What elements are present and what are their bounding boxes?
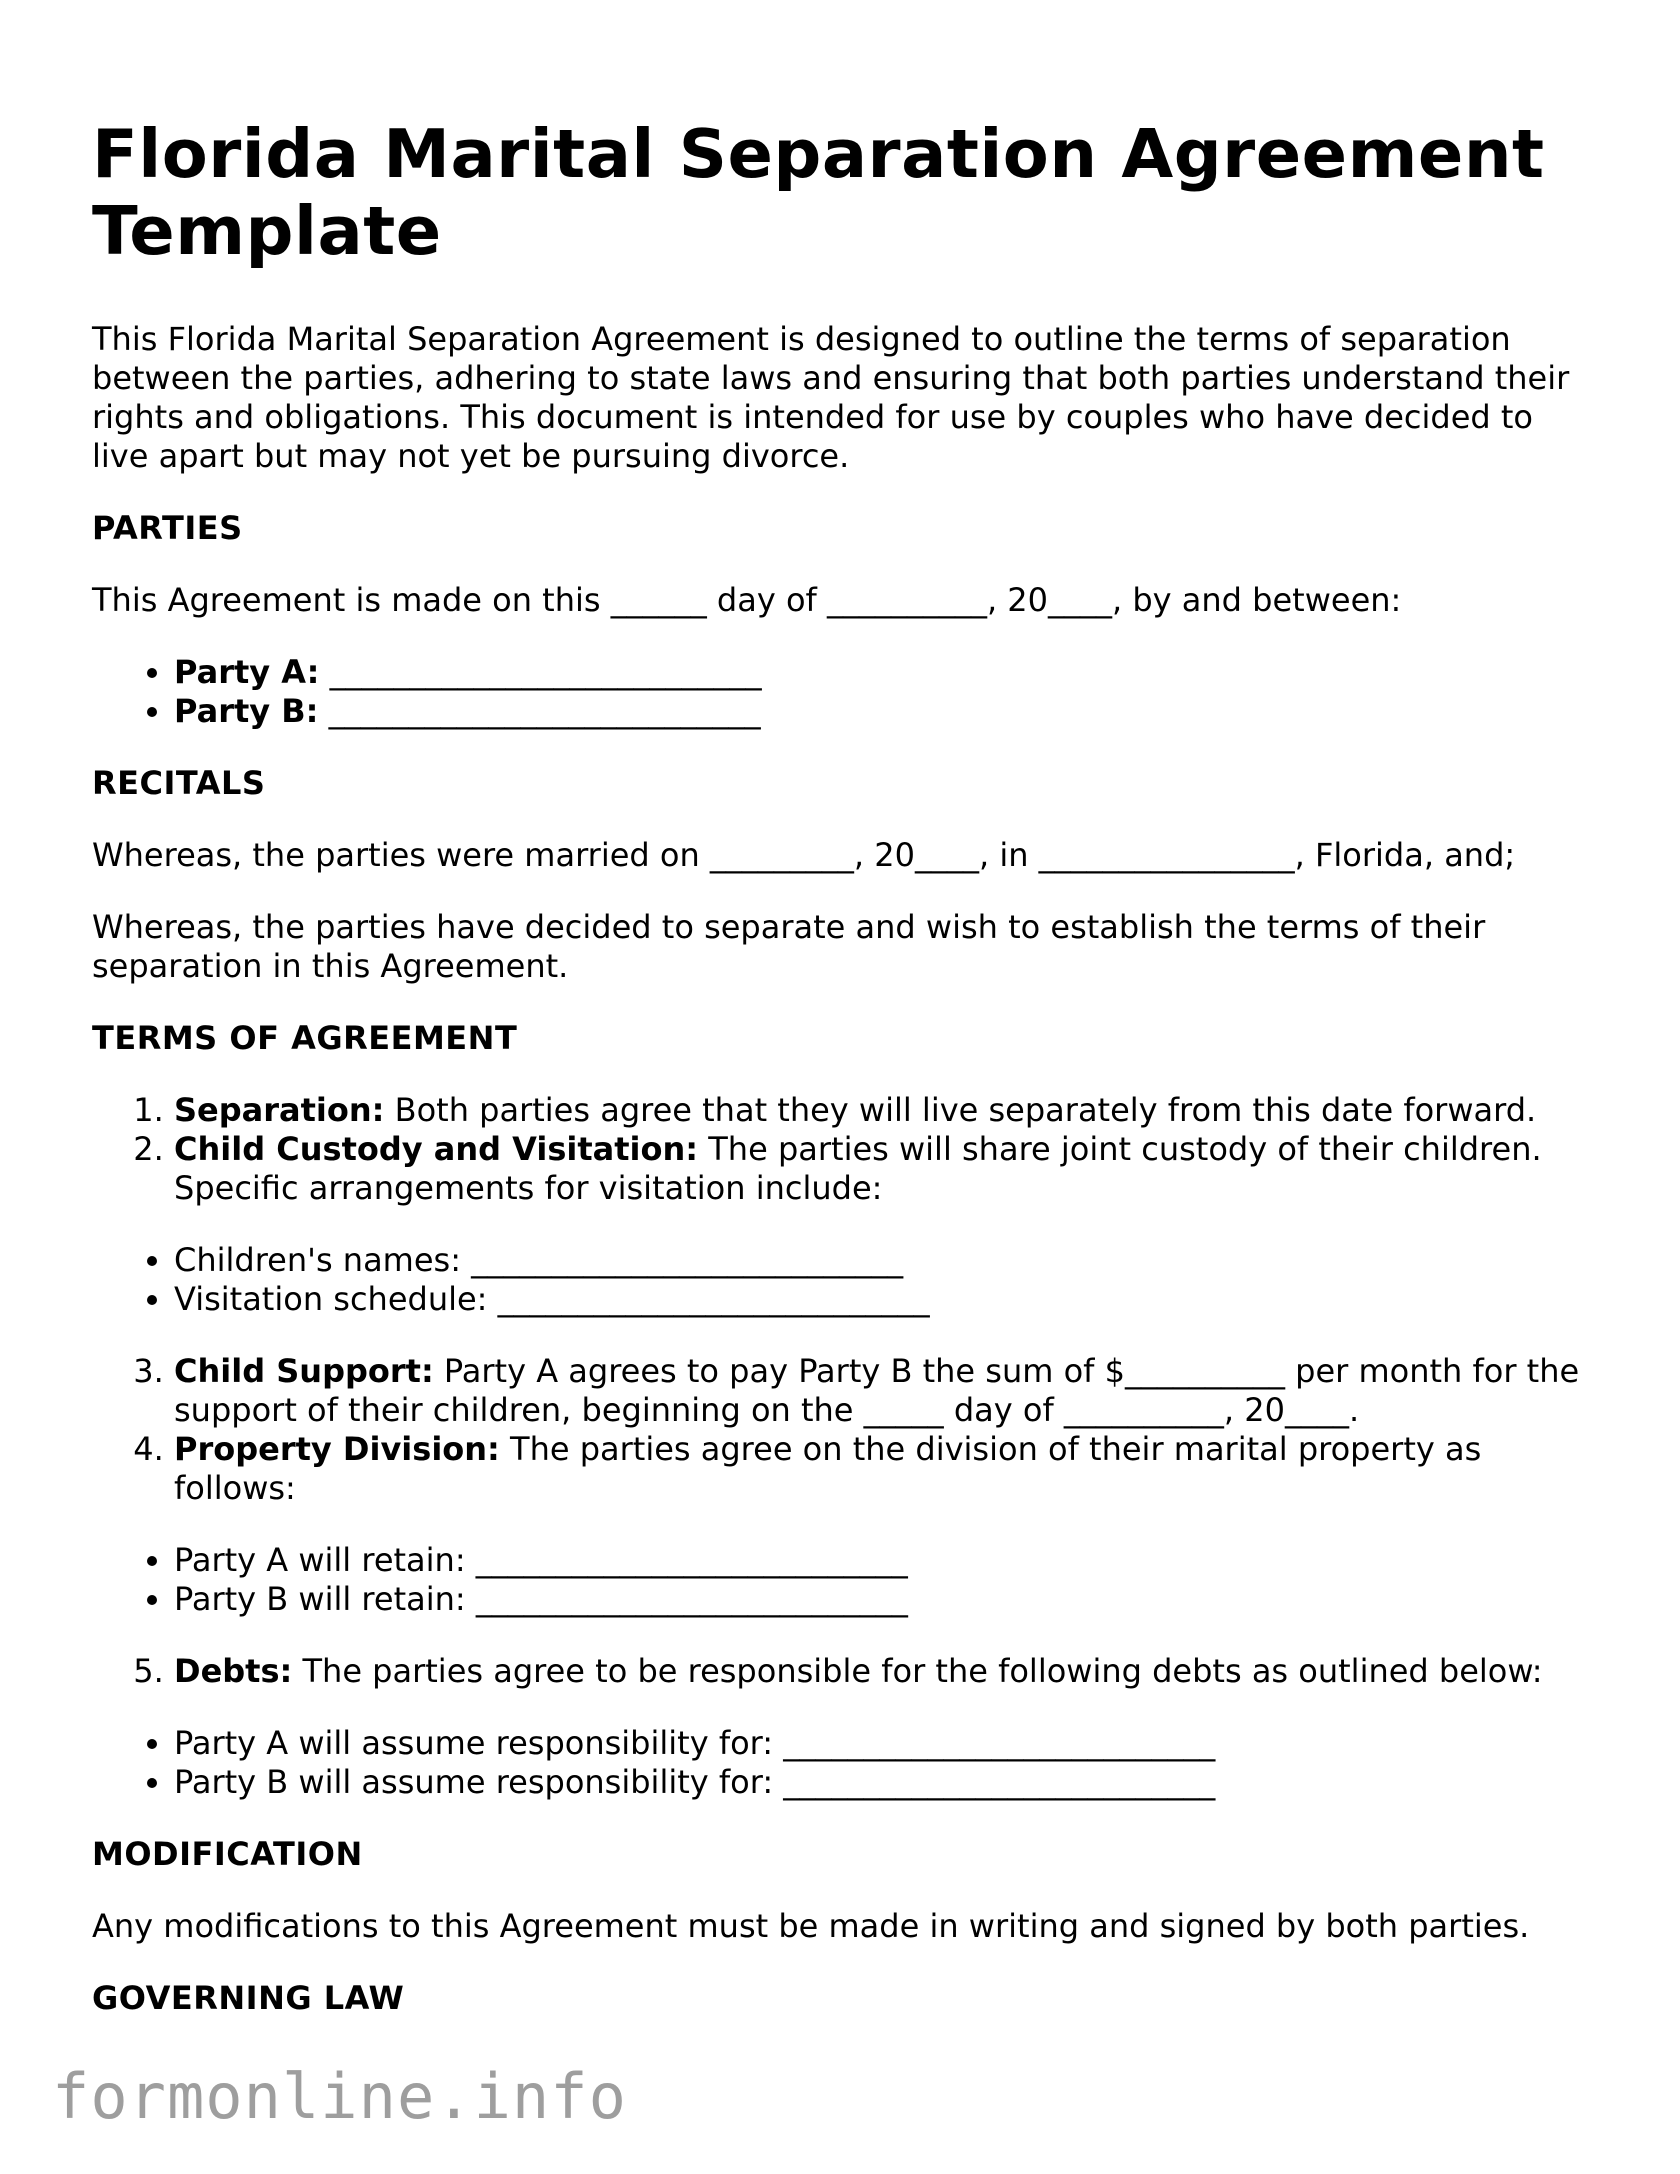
document-title: Florida Marital Separation Agreement Template: [92, 115, 1545, 270]
list-item: • Party B will assume responsibility for: ___________________________: [174, 1763, 1592, 1802]
parties-list: [92, 653, 1592, 731]
debts-list: [92, 1724, 1592, 1802]
term-text: The parties agree on the division of their marital property as follows:: [174, 1430, 1482, 1507]
list-item: • Party B will retain: ___________________________: [174, 1580, 1592, 1619]
list-item: [174, 653, 1592, 692]
list-item: [174, 1652, 1592, 1691]
list-item: [174, 1430, 1592, 1508]
property-list: [92, 1541, 1592, 1619]
intro-paragraph: This Florida Marital Separation Agreement is designed to outline the terms of separation between the parties, adhering to state laws and ensuring that both parties understand their rights and obligations. This document is intended for use by couples who have decided to live apart but may not yet be pursuing divorce.: [92, 320, 1570, 475]
agreement-date-line: This Agreement is made on this ______ day of __________, 20____, by and between:: [92, 581, 1402, 619]
list-item: • Visitation schedule: ___________________________: [174, 1280, 1592, 1319]
term-label: Child Support:: [174, 1352, 434, 1390]
term-label: Property Division:: [174, 1430, 500, 1468]
recital-separate: Whereas, the parties have decided to separate and wish to establish the terms of their separation in this Agreement.: [92, 908, 1486, 985]
list-item: [174, 1352, 1592, 1430]
term-label: Separation:: [174, 1091, 385, 1129]
document-page: [92, 116, 1592, 2051]
term-text: The parties agree to be responsible for the following debts as outlined below:: [292, 1652, 1543, 1690]
custody-list: [92, 1241, 1592, 1319]
list-item: • Party A will retain: ___________________________: [174, 1541, 1592, 1580]
term-text: Both parties agree that they will live separately from this date forward.: [384, 1091, 1537, 1129]
party-b-label: Party B:: [174, 692, 319, 730]
list-item: [174, 1091, 1592, 1130]
list-item: [174, 1130, 1592, 1208]
party-a-blank: ___________________________: [319, 653, 762, 691]
list-item: [174, 692, 1592, 731]
term-label: Debts:: [174, 1652, 293, 1690]
party-a-label: Party A:: [174, 653, 320, 691]
list-item: • Children's names: ___________________________: [174, 1241, 1592, 1280]
party-b-blank: ___________________________: [318, 692, 761, 730]
terms-heading: TERMS OF AGREEMENT: [92, 1019, 518, 1057]
watermark: formonline.info: [52, 2060, 627, 2133]
term-text: Party A agrees to pay Party B the sum of $__________ per month for the support of their children, beginning on the _____ day of __________, 20____.: [174, 1352, 1580, 1429]
list-item: • Party A will assume responsibility for: ___________________________: [174, 1724, 1592, 1763]
term-label: Child Custody and Visitation:: [174, 1130, 699, 1168]
terms-list: [92, 1091, 1592, 1208]
recitals-heading: RECITALS: [92, 764, 266, 802]
governing-law-heading: GOVERNING LAW: [92, 1979, 405, 2017]
terms-list: [92, 1352, 1592, 1508]
modification-heading: MODIFICATION: [92, 1835, 363, 1873]
modification-text: Any modifications to this Agreement must be made in writing and signed by both parties.: [92, 1907, 1530, 1945]
recital-married: Whereas, the parties were married on _________, 20____, in ________________, Florida, and;: [92, 836, 1516, 874]
terms-list: [92, 1652, 1592, 1691]
parties-heading: PARTIES: [92, 509, 243, 547]
term-text: The parties will share joint custody of their children. Specific arrangements for visitation include:: [174, 1130, 1542, 1207]
